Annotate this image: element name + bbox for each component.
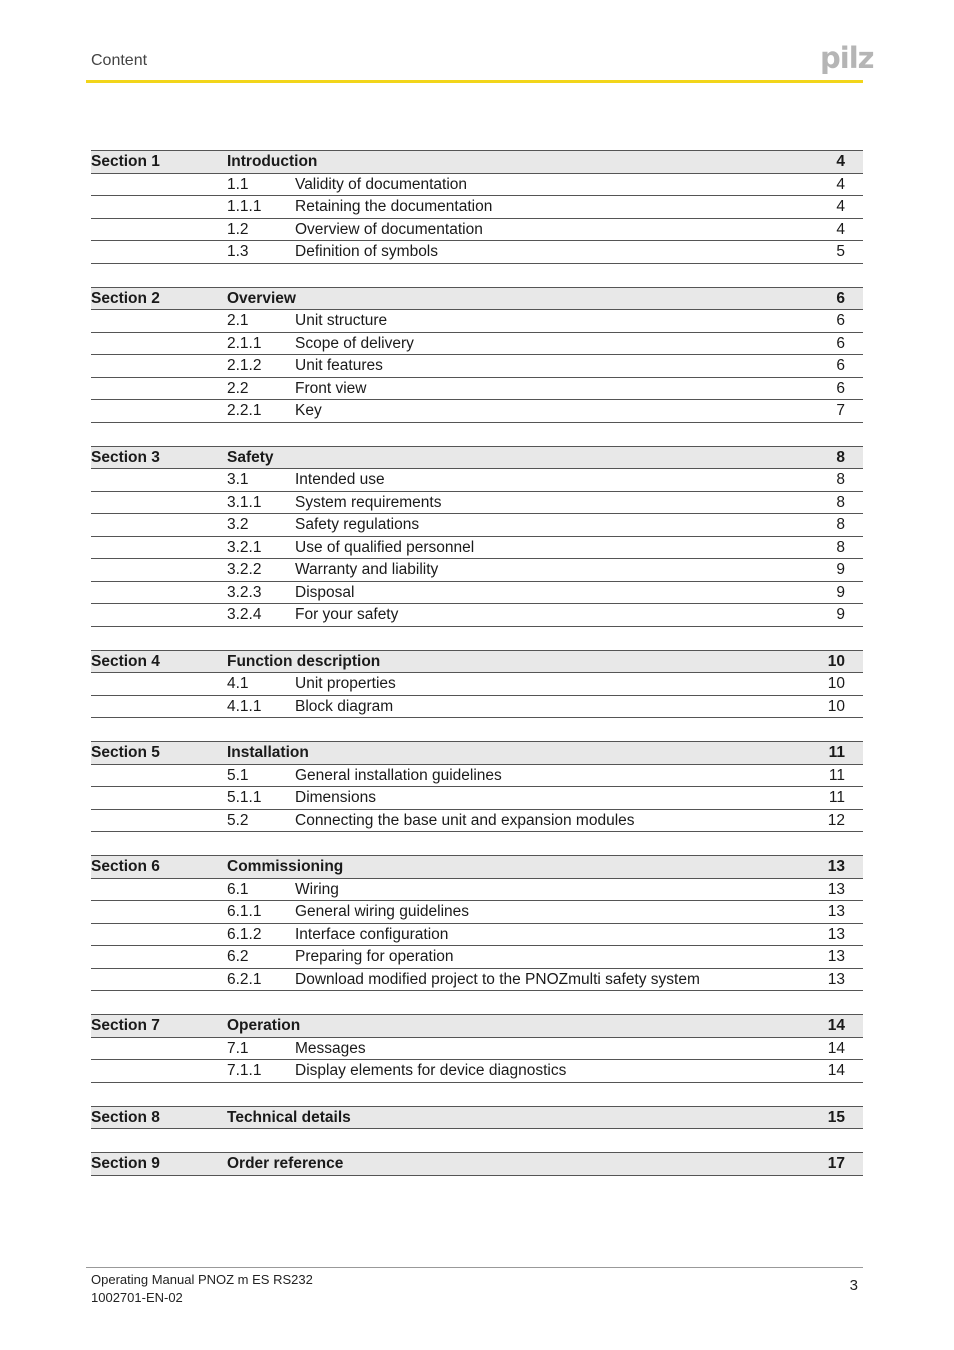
entry-page: 10 bbox=[827, 697, 845, 715]
section-title: Installation bbox=[227, 744, 309, 761]
entry-title: Intended use bbox=[295, 471, 385, 488]
toc-entry[interactable] bbox=[91, 810, 863, 833]
entry-page: 13 bbox=[827, 970, 845, 988]
toc-section-heading[interactable] bbox=[91, 1014, 863, 1038]
entry-page: 14 bbox=[827, 1039, 845, 1057]
section-label: Section 3 bbox=[91, 448, 160, 466]
entry-title: Unit features bbox=[295, 357, 383, 374]
entry-title: Wiring bbox=[295, 880, 339, 898]
toc-section-heading[interactable] bbox=[91, 1152, 863, 1176]
entry-page: 8 bbox=[836, 493, 845, 511]
toc-entry[interactable] bbox=[91, 514, 863, 537]
toc-entry[interactable] bbox=[91, 492, 863, 515]
toc-entry[interactable] bbox=[91, 469, 863, 492]
entry-number: 6.2 bbox=[227, 948, 249, 965]
entry-title: Key bbox=[295, 402, 322, 419]
section-label: Section 5 bbox=[91, 744, 160, 761]
entry-number: 3.2.3 bbox=[227, 583, 262, 601]
entry-page: 6 bbox=[836, 334, 845, 352]
footer-page-number: 3 bbox=[849, 1277, 858, 1294]
entry-number: 3.2.1 bbox=[227, 538, 262, 556]
entry-number: 2.1.1 bbox=[227, 334, 262, 352]
entry-number: 5.1 bbox=[227, 766, 249, 784]
toc-entry[interactable] bbox=[91, 1038, 863, 1061]
entry-page: 11 bbox=[828, 789, 845, 806]
entry-title: Retaining the documentation bbox=[295, 198, 493, 215]
section-title: Technical details bbox=[227, 1108, 351, 1126]
entry-title: Display elements for device diagnostics bbox=[295, 1062, 567, 1079]
section-title: Commissioning bbox=[227, 858, 344, 875]
entry-page: 9 bbox=[836, 606, 845, 623]
section-label: Section 8 bbox=[91, 1108, 160, 1126]
toc-section-heading[interactable] bbox=[91, 741, 863, 765]
toc-section bbox=[91, 150, 863, 264]
entry-number: 3.2 bbox=[227, 516, 249, 533]
footer-doc-number: 1002701-EN-02 bbox=[91, 1290, 183, 1305]
toc-section-heading[interactable] bbox=[91, 650, 863, 674]
entry-title: Scope of delivery bbox=[295, 334, 414, 352]
entry-number: 5.2 bbox=[227, 811, 249, 829]
section-label: Section 9 bbox=[91, 1155, 160, 1172]
entry-number: 3.2.4 bbox=[227, 606, 262, 623]
section-title: Operation bbox=[227, 1017, 301, 1034]
toc-section bbox=[91, 741, 863, 832]
entry-page: 6 bbox=[836, 379, 845, 397]
entry-number: 2.1.2 bbox=[227, 357, 262, 374]
entry-title: Interface configuration bbox=[295, 925, 449, 943]
section-title: Order reference bbox=[227, 1155, 344, 1172]
section-label: Section 6 bbox=[91, 858, 160, 875]
entry-number: 1.2 bbox=[227, 220, 249, 238]
toc-section bbox=[91, 1152, 863, 1176]
toc-section-heading[interactable] bbox=[91, 287, 863, 311]
entry-number: 7.1 bbox=[227, 1039, 249, 1057]
toc-section bbox=[91, 287, 863, 423]
entry-page: 11 bbox=[828, 766, 845, 784]
entry-page: 6 bbox=[836, 357, 845, 374]
section-label: Section 2 bbox=[91, 289, 160, 307]
toc-section-heading[interactable] bbox=[91, 855, 863, 879]
header-rule bbox=[86, 80, 863, 83]
section-title: Safety bbox=[227, 448, 274, 466]
toc-section bbox=[91, 1014, 863, 1083]
entry-title: Dimensions bbox=[295, 789, 376, 806]
table-of-contents bbox=[91, 150, 863, 1176]
section-page: 8 bbox=[836, 448, 845, 466]
section-page: 17 bbox=[827, 1155, 845, 1172]
toc-entry[interactable] bbox=[91, 901, 863, 924]
entry-page: 8 bbox=[836, 538, 845, 556]
entry-title: Warranty and liability bbox=[295, 561, 439, 578]
entry-number: 2.2 bbox=[227, 379, 249, 397]
entry-number: 6.1.2 bbox=[227, 925, 262, 943]
toc-section-heading[interactable] bbox=[91, 1106, 863, 1130]
entry-number: 4.1.1 bbox=[227, 697, 262, 715]
toc-entry[interactable] bbox=[91, 241, 863, 264]
entry-page: 4 bbox=[836, 220, 845, 238]
toc-entry[interactable] bbox=[91, 673, 863, 696]
toc-entry[interactable] bbox=[91, 559, 863, 582]
entry-title: Overview of documentation bbox=[295, 220, 483, 238]
entry-page: 4 bbox=[836, 198, 845, 215]
entry-number: 3.1.1 bbox=[227, 493, 262, 511]
section-title: Function description bbox=[227, 652, 381, 670]
entry-number: 4.1 bbox=[227, 675, 249, 692]
section-label: Section 7 bbox=[91, 1017, 160, 1034]
toc-entry[interactable] bbox=[91, 787, 863, 810]
toc-section bbox=[91, 1106, 863, 1130]
section-page: 13 bbox=[827, 858, 845, 875]
entry-number: 3.1 bbox=[227, 471, 249, 488]
entry-page: 13 bbox=[827, 925, 845, 943]
toc-section bbox=[91, 855, 863, 991]
section-title: Overview bbox=[227, 289, 296, 307]
entry-title: Safety regulations bbox=[295, 516, 420, 533]
section-label: Section 1 bbox=[91, 153, 160, 170]
entry-page: 7 bbox=[836, 402, 845, 419]
entry-title: Use of qualified personnel bbox=[295, 538, 475, 556]
toc-section bbox=[91, 650, 863, 719]
entry-page: 4 bbox=[836, 175, 845, 193]
pilz-logo: pilz bbox=[820, 41, 874, 75]
toc-entry[interactable] bbox=[91, 537, 863, 560]
entry-page: 13 bbox=[827, 903, 845, 920]
entry-number: 6.2.1 bbox=[227, 970, 262, 988]
toc-entry[interactable] bbox=[91, 1060, 863, 1083]
entry-title: Definition of symbols bbox=[295, 243, 439, 260]
section-page: 4 bbox=[836, 153, 845, 170]
entry-page: 8 bbox=[836, 471, 845, 488]
toc-entry[interactable] bbox=[91, 604, 863, 627]
toc-entry[interactable] bbox=[91, 219, 863, 242]
entry-title: Block diagram bbox=[295, 697, 394, 715]
entry-page: 5 bbox=[836, 243, 845, 260]
entry-number: 1.1.1 bbox=[227, 198, 262, 215]
section-page: 11 bbox=[828, 744, 845, 761]
entry-page: 10 bbox=[827, 675, 845, 692]
entry-number: 2.1 bbox=[227, 312, 249, 329]
entry-title: Messages bbox=[295, 1039, 366, 1057]
footer-manual-title: Operating Manual PNOZ m ES RS232 bbox=[91, 1272, 313, 1287]
entry-title: Preparing for operation bbox=[295, 948, 454, 965]
entry-title: Connecting the base unit and expansion modules bbox=[295, 811, 635, 829]
section-page: 6 bbox=[836, 289, 845, 307]
toc-entry[interactable] bbox=[91, 946, 863, 969]
toc-entry[interactable] bbox=[91, 400, 863, 423]
entry-number: 7.1.1 bbox=[227, 1062, 262, 1079]
entry-page: 13 bbox=[827, 880, 845, 898]
entry-number: 3.2.2 bbox=[227, 561, 262, 578]
entry-title: Unit properties bbox=[295, 675, 396, 692]
toc-entry[interactable] bbox=[91, 355, 863, 378]
entry-page: 6 bbox=[836, 312, 845, 329]
footer-rule bbox=[86, 1267, 863, 1268]
entry-page: 8 bbox=[836, 516, 845, 533]
entry-page: 9 bbox=[836, 583, 845, 601]
toc-entry[interactable] bbox=[91, 582, 863, 605]
entry-title: General installation guidelines bbox=[295, 766, 502, 784]
entry-title: Download modified project to the PNOZmulti safety system bbox=[295, 970, 700, 988]
toc-entry[interactable] bbox=[91, 333, 863, 356]
entry-title: Disposal bbox=[295, 583, 355, 601]
section-page: 14 bbox=[827, 1017, 845, 1034]
toc-entry[interactable] bbox=[91, 310, 863, 333]
entry-number: 6.1 bbox=[227, 880, 249, 898]
toc-entry[interactable] bbox=[91, 378, 863, 401]
entry-number: 6.1.1 bbox=[227, 903, 262, 920]
entry-page: 12 bbox=[827, 811, 845, 829]
entry-number: 1.3 bbox=[227, 243, 249, 260]
toc-section-heading[interactable] bbox=[91, 446, 863, 470]
entry-number: 1.1 bbox=[227, 175, 249, 193]
toc-entry[interactable] bbox=[91, 696, 863, 719]
toc-entry[interactable] bbox=[91, 879, 863, 902]
toc-entry[interactable] bbox=[91, 765, 863, 788]
section-title: Introduction bbox=[227, 153, 318, 170]
section-page: 15 bbox=[827, 1108, 845, 1126]
entry-title: For your safety bbox=[295, 606, 399, 623]
toc-entry[interactable] bbox=[91, 969, 863, 992]
section-page: 10 bbox=[827, 652, 845, 670]
toc-section bbox=[91, 446, 863, 627]
toc-entry[interactable] bbox=[91, 924, 863, 947]
entry-page: 13 bbox=[827, 948, 845, 965]
entry-number: 2.2.1 bbox=[227, 402, 262, 419]
entry-number: 5.1.1 bbox=[227, 789, 262, 806]
page-header-title: Content bbox=[91, 52, 148, 69]
toc-entry[interactable] bbox=[91, 174, 863, 197]
section-label: Section 4 bbox=[91, 652, 160, 670]
toc-section-heading[interactable] bbox=[91, 150, 863, 174]
entry-title: System requirements bbox=[295, 493, 442, 511]
entry-title: General wiring guidelines bbox=[295, 903, 470, 920]
entry-page: 9 bbox=[836, 561, 845, 578]
entry-page: 14 bbox=[827, 1062, 845, 1079]
entry-title: Validity of documentation bbox=[295, 175, 468, 193]
entry-title: Unit structure bbox=[295, 312, 388, 329]
entry-title: Front view bbox=[295, 379, 367, 397]
toc-entry[interactable] bbox=[91, 196, 863, 219]
